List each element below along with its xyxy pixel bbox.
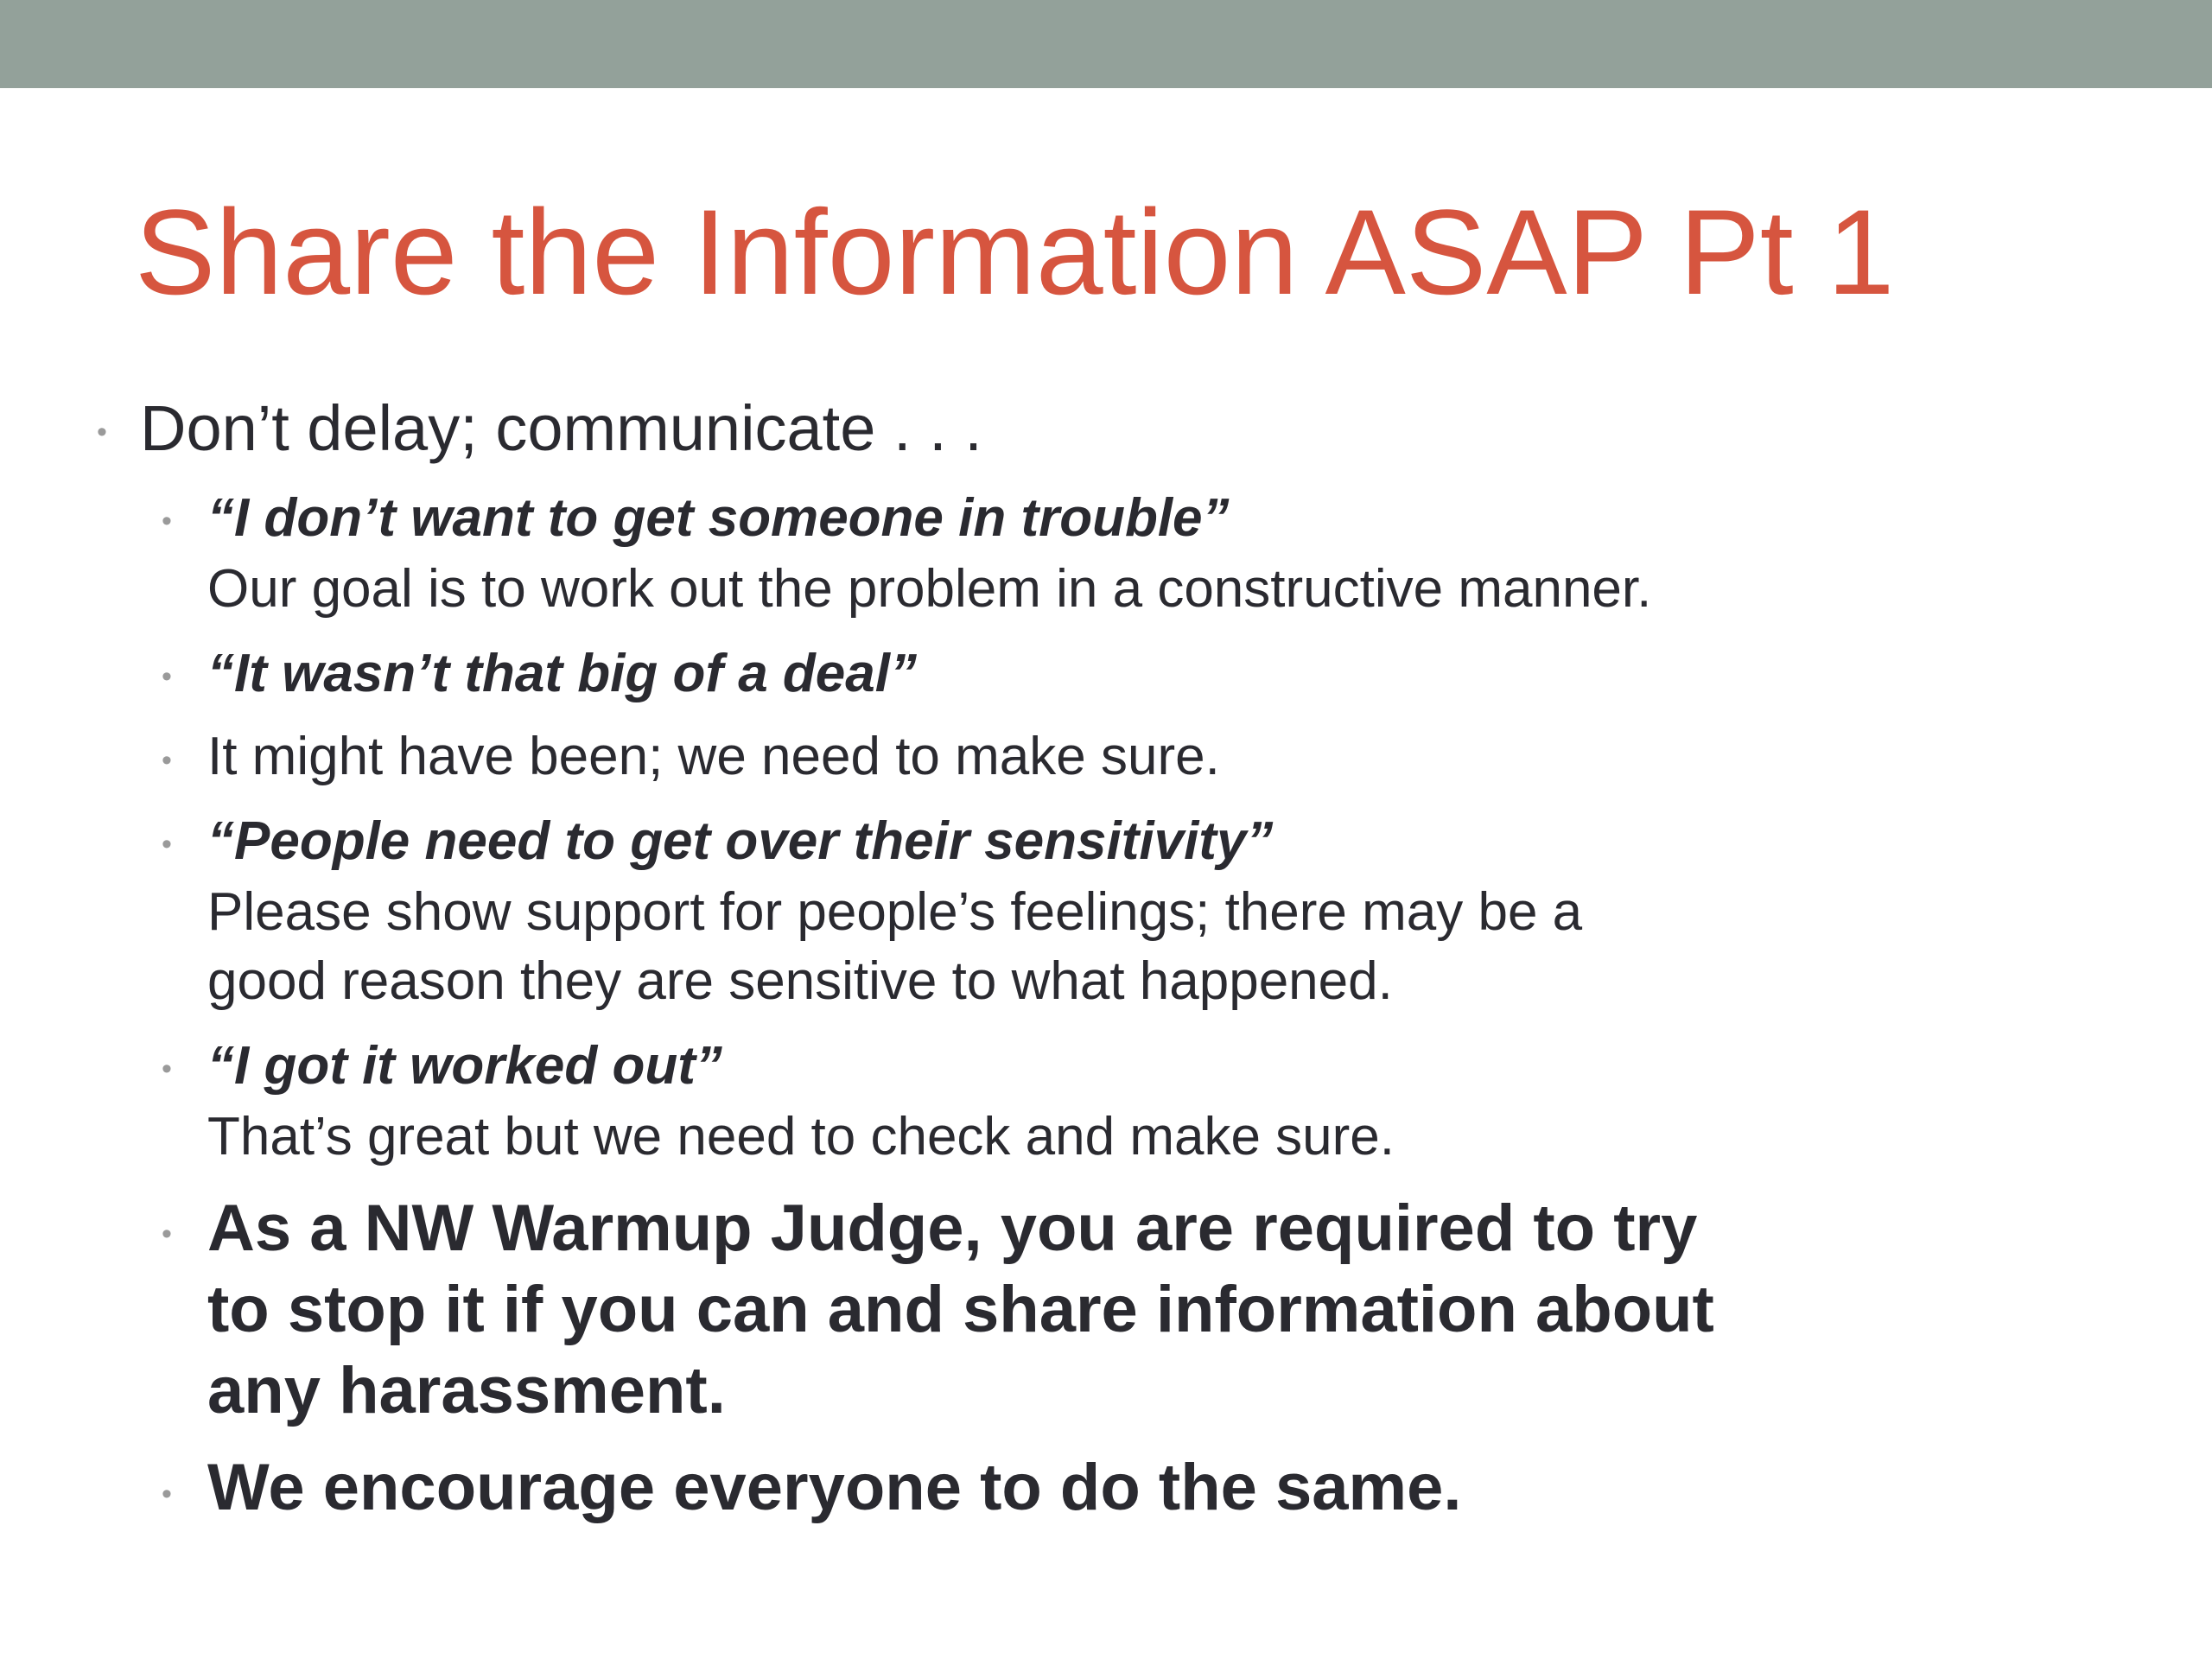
slide-title: Share the Information ASAP Pt 1	[135, 184, 1895, 320]
response-text: Our goal is to work out the problem in a constructive manner.	[207, 559, 1652, 619]
response-text: That’s great but we need to check and make sure.	[207, 1107, 1395, 1166]
bullet-dot: •	[162, 1478, 172, 1510]
bullet-dot: •	[162, 828, 172, 861]
response-text: It might have been; we need to make sure.	[207, 727, 1220, 786]
bullet-dot: •	[162, 660, 172, 693]
bullet-dot: •	[162, 744, 172, 777]
bullet-dot: •	[97, 416, 107, 448]
bullet-dot: •	[162, 505, 172, 537]
quote-text: “I got it worked out”	[207, 1036, 722, 1096]
quote-text: “It wasn’t that big of a deal”	[207, 644, 917, 703]
emphasis-text: We encourage everyone to do the same.	[207, 1451, 1462, 1524]
bullet-dot: •	[162, 1052, 172, 1085]
emphasis-text: to stop it if you can and share information about	[207, 1273, 1714, 1346]
quote-text: “I don’t want to get someone in trouble”	[207, 488, 1230, 548]
quote-text: “People need to get over their sensitivity”	[207, 811, 1274, 871]
emphasis-text: As a NW Warmup Judge, you are required to try	[207, 1192, 1698, 1265]
emphasis-text: any harassment.	[207, 1354, 726, 1427]
response-text: good reason they are sensitive to what happened.	[207, 951, 1393, 1011]
response-text: Please show support for people’s feelings; there may be a	[207, 882, 1583, 942]
main-bullet-text: Don’t delay; communicate . . .	[140, 392, 982, 464]
bullet-dot: •	[162, 1217, 172, 1250]
